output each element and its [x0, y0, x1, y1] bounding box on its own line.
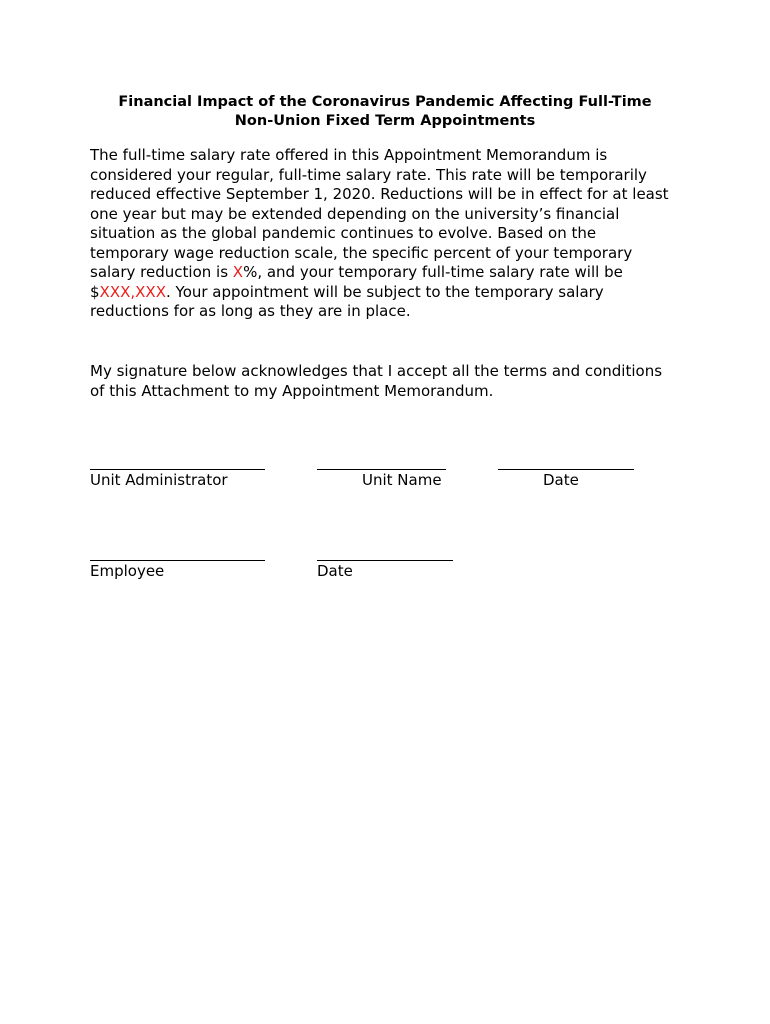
unit-name-field — [317, 469, 446, 490]
percent-placeholder: X — [232, 263, 244, 281]
document-title — [90, 93, 680, 131]
paragraph-line: reductions for as long as they are in place. — [90, 302, 411, 320]
signature-line[interactable] — [317, 469, 446, 470]
signature-label: Unit Name — [362, 471, 442, 489]
paragraph-line: The full-time salary rate offered in this Appointment Memorandum is — [90, 146, 608, 164]
paragraph-line: My signature below acknowledges that I accept all the terms and conditions — [90, 362, 663, 380]
paragraph-line — [90, 263, 690, 283]
title-line-1: Financial Impact of the Coronavirus Pandemic Affecting Full-Time — [118, 94, 652, 110]
paragraph-line: situation as the global pandemic continues to evolve. Based on the — [90, 224, 597, 242]
paragraph-text: salary reduction is — [90, 263, 233, 281]
signature-line[interactable] — [90, 469, 265, 470]
signature-label: Date — [317, 562, 353, 580]
signature-label: Employee — [90, 562, 165, 580]
paragraph-line: temporary wage reduction scale, the specific percent of your temporary — [90, 243, 633, 262]
paragraph-line: one year but may be extended depending on the university’s financial — [90, 204, 620, 223]
acknowledgement-paragraph — [90, 362, 690, 401]
paragraph-text: . Your appointment will be subject to the temporary salary — [165, 282, 604, 301]
dollar-sign: $ — [90, 282, 100, 301]
unit-administrator-signature — [90, 469, 265, 490]
salary-placeholder: XXX,XXX — [99, 282, 166, 301]
employee-date-field — [317, 560, 453, 581]
paragraph-line: considered your regular, full-time salary rate. This rate will be temporarily — [90, 165, 647, 184]
title-line-2: Non-Union Fixed Term Appointments — [234, 113, 536, 129]
paragraph-text: %, and your temporary full-time salary rate will be — [243, 263, 623, 281]
signature-line[interactable] — [90, 560, 265, 561]
salary-reduction-paragraph — [90, 146, 690, 322]
paragraph-line: of this Attachment to my Appointment Memorandum. — [90, 381, 494, 400]
signature-line[interactable] — [317, 560, 453, 561]
admin-date-field — [498, 469, 634, 490]
paragraph-line — [90, 283, 690, 303]
paragraph-line: reduced effective September 1, 2020. Reductions will be in effect for at least — [90, 185, 669, 203]
signature-label: Date — [543, 471, 579, 489]
signature-line[interactable] — [498, 469, 634, 470]
employee-signature — [90, 560, 265, 581]
signature-label: Unit Administrator — [90, 471, 228, 489]
